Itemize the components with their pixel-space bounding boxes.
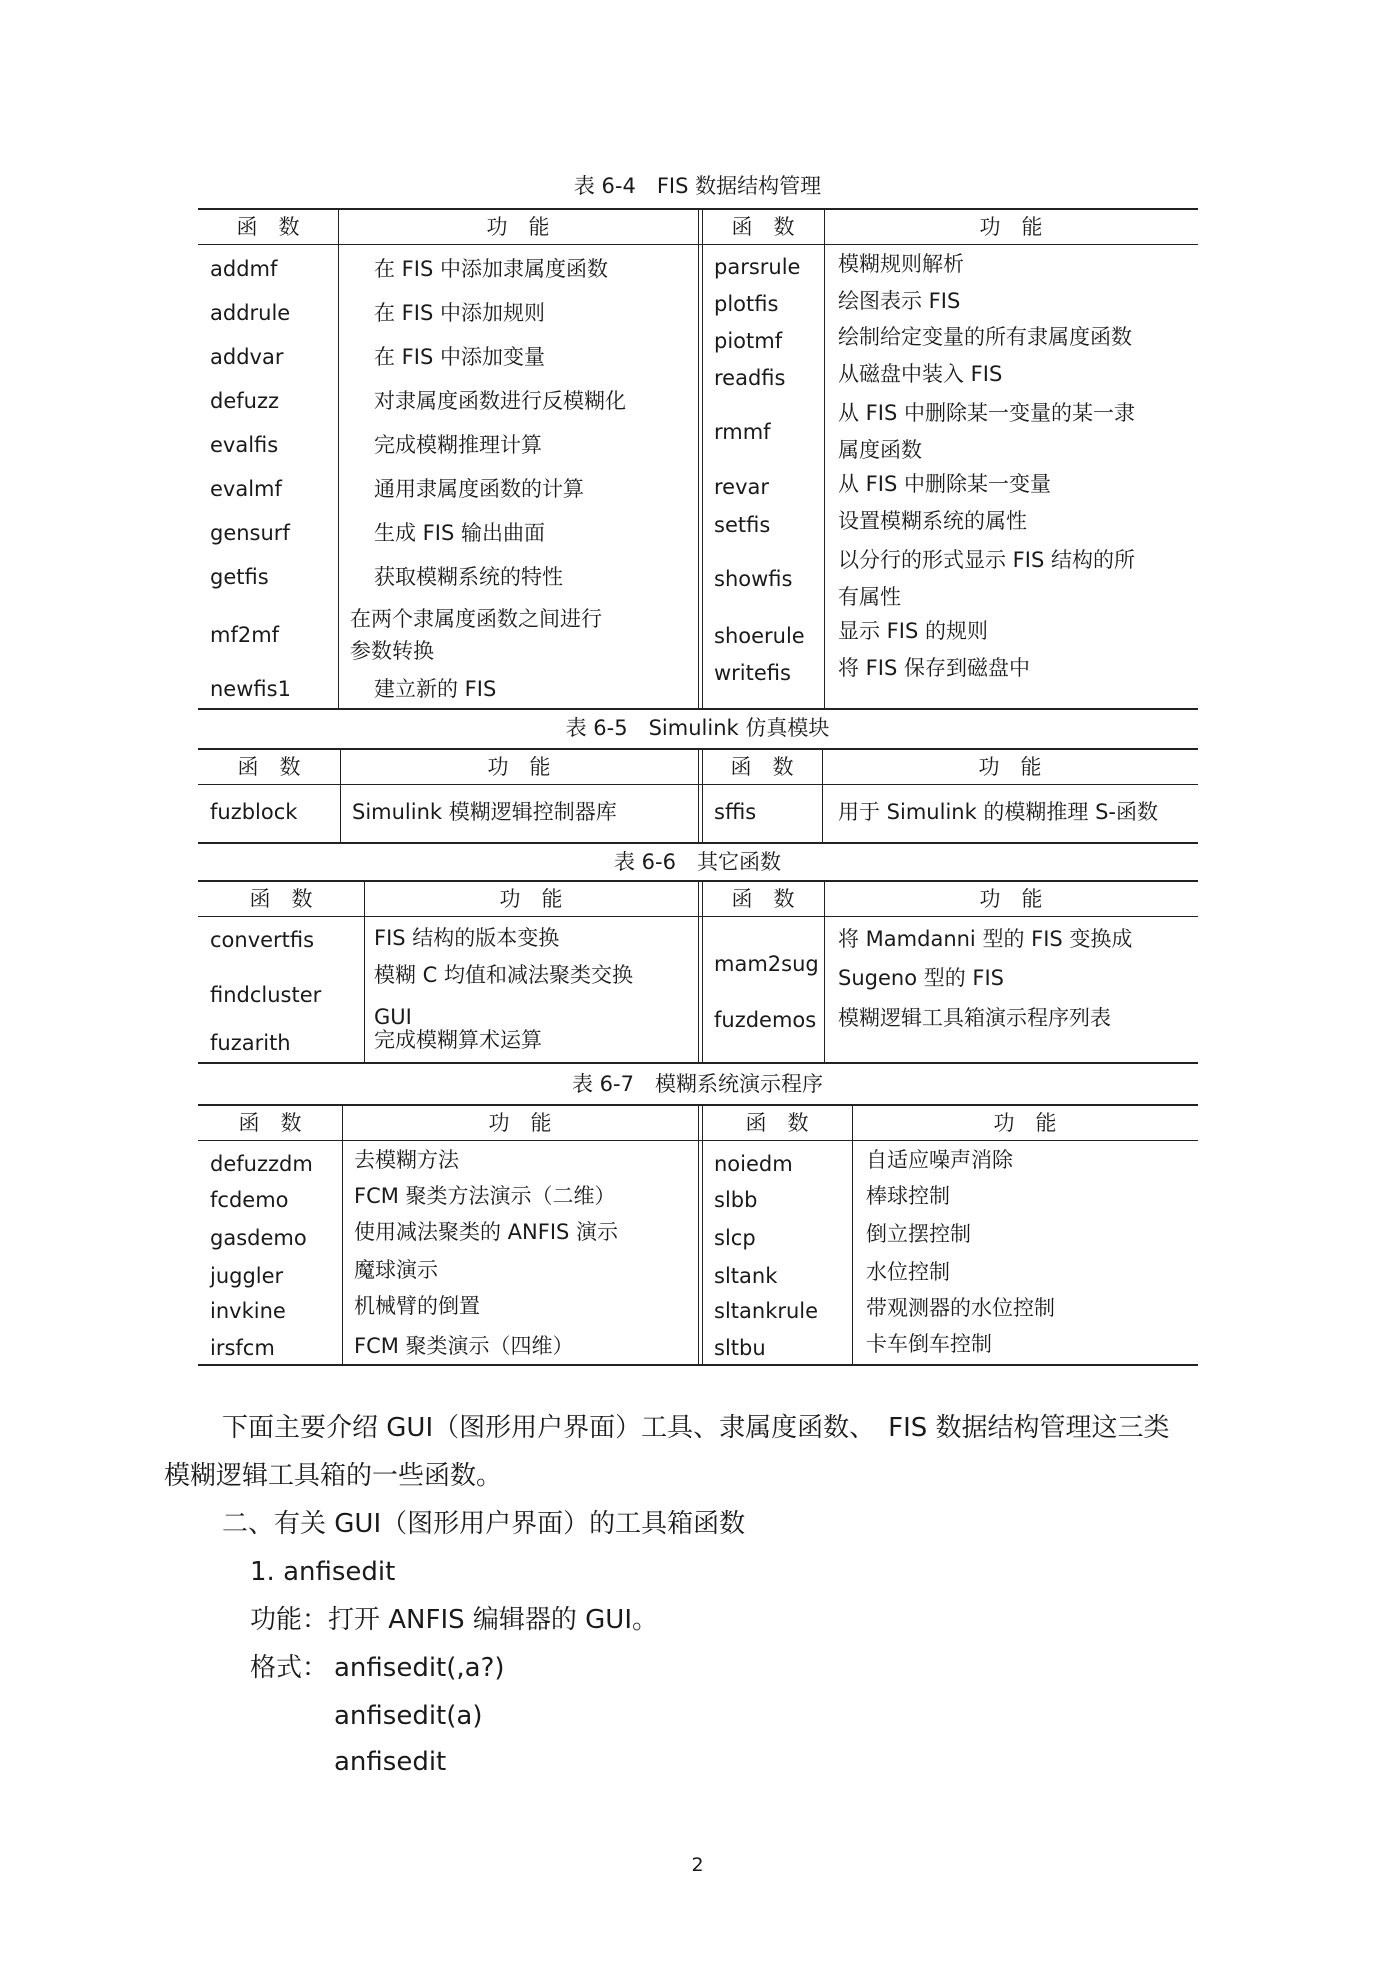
header-function: 函 数 (745, 1111, 809, 1135)
function-description: 设置模糊系统的属性 (838, 509, 1027, 533)
function-description: 从磁盘中装入 FIS (838, 362, 1003, 386)
section-heading: 二、有关 GUI（图形用户界面）的工具箱函数 (222, 1509, 746, 1539)
function-name: slbb (714, 1188, 758, 1212)
function-description: 水位控制 (866, 1260, 950, 1284)
function-name: invkine (210, 1299, 286, 1323)
function-name: revar (714, 475, 770, 499)
function-name: fcdemo (210, 1188, 289, 1212)
function-name: fuzarith (210, 1031, 291, 1055)
function-description: 使用减法聚类的 ANFIS 演示 (354, 1220, 619, 1244)
function-name: piotmf (714, 329, 783, 353)
table-6-5 (198, 748, 1198, 844)
page-number: 2 (691, 1854, 704, 1876)
table-6-6-caption: 表 6-6 其它函数 (614, 850, 781, 874)
header-description: 功 能 (499, 887, 563, 911)
function-description: 对隶属度函数进行反模糊化 (374, 389, 626, 413)
function-description: 从 FIS 中删除某一变量的某一隶 属度函数 (838, 401, 1135, 462)
function-description: FCM 聚类演示（四维） (354, 1334, 574, 1358)
header-description: 功 能 (487, 755, 551, 779)
header-description: 功 能 (486, 215, 550, 239)
function-name: convertfis (210, 928, 315, 952)
function-description: 绘图表示 FIS (838, 289, 961, 313)
function-line: 功能：打开 ANFIS 编辑器的 GUI。 (250, 1605, 659, 1635)
function-name: irsfcm (210, 1336, 275, 1360)
function-description: 通用隶属度函数的计算 (374, 477, 584, 501)
function-name: sltank (714, 1264, 778, 1288)
function-name: defuzz (210, 389, 279, 413)
function-description: 将 FIS 保存到磁盘中 (838, 656, 1030, 680)
function-description: 卡车倒车控制 (866, 1332, 992, 1356)
header-function: 函 数 (238, 1111, 302, 1135)
table-6-5-caption: 表 6-5 Simulink 仿真模块 (565, 716, 830, 740)
format-syntax: anfisedit (334, 1747, 447, 1777)
function-name: evalfis (210, 433, 279, 457)
function-name: parsrule (714, 255, 801, 279)
function-name: fuzdemos (714, 1008, 817, 1032)
header-description: 功 能 (979, 215, 1043, 239)
format-syntax: anfisedit(,a?) (334, 1653, 505, 1683)
function-name: showfis (714, 567, 793, 591)
function-name: findcluster (210, 983, 322, 1007)
format-syntax: anfisedit(a) (334, 1701, 483, 1731)
function-description: 将 Mamdanni 型的 FIS 变换成 Sugeno 型的 FIS (838, 927, 1133, 990)
function-name: fuzblock (210, 800, 298, 824)
function-description: 用于 Simulink 的模糊推理 S-函数 (838, 800, 1159, 824)
function-name: slcp (714, 1226, 756, 1250)
function-description: FIS 结构的版本变换 (374, 926, 560, 950)
function-description: 在 FIS 中添加隶属度函数 (374, 257, 608, 281)
function-name: juggler (210, 1264, 284, 1288)
function-description: 魔球演示 (354, 1258, 438, 1282)
function-description: 去模糊方法 (354, 1148, 459, 1172)
function-description: 在 FIS 中添加规则 (374, 301, 545, 325)
function-description: 绘制给定变量的所有隶属度函数 (838, 325, 1132, 349)
function-name: writefis (714, 661, 791, 685)
function-name: setfis (714, 513, 771, 537)
header-description: 功 能 (993, 1111, 1057, 1135)
function-name: mam2sug (714, 952, 819, 976)
function-name: addvar (210, 345, 284, 369)
function-description: 从 FIS 中删除某一变量 (838, 472, 1051, 496)
header-function: 函 数 (237, 755, 301, 779)
function-name: mf2mf (210, 623, 280, 647)
function-name: addrule (210, 301, 291, 325)
function-name: addmf (210, 257, 278, 281)
function-name: evalmf (210, 477, 282, 501)
function-name: gasdemo (210, 1226, 307, 1250)
table-6-7 (198, 1104, 1198, 1366)
function-description: 生成 FIS 输出曲面 (374, 521, 545, 545)
function-description: 模糊规则解析 (838, 252, 964, 276)
header-function: 函 数 (249, 887, 313, 911)
header-function: 函 数 (731, 215, 795, 239)
function-description: 倒立摆控制 (866, 1222, 971, 1246)
function-name: noiedm (714, 1152, 793, 1176)
function-name: shoerule (714, 624, 805, 648)
table-6-4 (198, 208, 1198, 710)
intro-paragraph-line: 下面主要介绍 GUI（图形用户界面）工具、隶属度函数、 FIS 数据结构管理这三类 (222, 1413, 1170, 1443)
header-description: 功 能 (488, 1111, 552, 1135)
function-description: 获取模糊系统的特性 (374, 565, 563, 589)
function-description: 自适应噪声消除 (866, 1148, 1013, 1172)
function-name: defuzzdm (210, 1152, 313, 1176)
intro-paragraph-line: 模糊逻辑工具箱的一些函数。 (164, 1461, 503, 1491)
format-label: 格式： (250, 1653, 329, 1683)
function-description: FCM 聚类方法演示（二维） (354, 1184, 616, 1208)
header-function: 函 数 (731, 887, 795, 911)
function-description: 以分行的形式显示 FIS 结构的所 有属性 (838, 548, 1135, 609)
function-description: 完成模糊推理计算 (374, 433, 542, 457)
function-name: sltankrule (714, 1299, 819, 1323)
function-description: 机械臂的倒置 (354, 1294, 480, 1318)
table-6-7-caption: 表 6-7 模糊系统演示程序 (572, 1072, 823, 1096)
function-name: sffis (714, 800, 757, 824)
function-name: sltbu (714, 1336, 766, 1360)
table-6-4-caption: 表 6-4 FIS 数据结构管理 (573, 174, 822, 198)
function-description: 建立新的 FIS (374, 677, 497, 701)
function-description: 在两个隶属度函数之间进行 参数转换 (350, 607, 602, 663)
header-function: 函 数 (730, 755, 794, 779)
function-name: readfis (714, 366, 786, 390)
function-name: newfis1 (210, 677, 291, 701)
function-description: 带观测器的水位控制 (866, 1296, 1055, 1320)
function-description: 模糊 C 均值和减法聚类交换 GUI (374, 963, 634, 1029)
table-6-6 (198, 880, 1198, 1064)
function-description: 模糊逻辑工具箱演示程序列表 (838, 1006, 1111, 1030)
function-description: 显示 FIS 的规则 (838, 619, 988, 643)
header-description: 功 能 (978, 755, 1042, 779)
function-name: getfis (210, 565, 269, 589)
function-description: 棒球控制 (866, 1184, 950, 1208)
function-name: rmmf (714, 420, 771, 444)
function-description: 完成模糊算术运算 (374, 1028, 542, 1052)
header-description: 功 能 (979, 887, 1043, 911)
header-function: 函 数 (236, 215, 300, 239)
item-title: 1. anfisedit (250, 1557, 396, 1587)
function-description: Simulink 模糊逻辑控制器库 (352, 800, 617, 824)
function-name: gensurf (210, 521, 290, 545)
function-name: plotfis (714, 292, 779, 316)
function-description: 在 FIS 中添加变量 (374, 345, 545, 369)
